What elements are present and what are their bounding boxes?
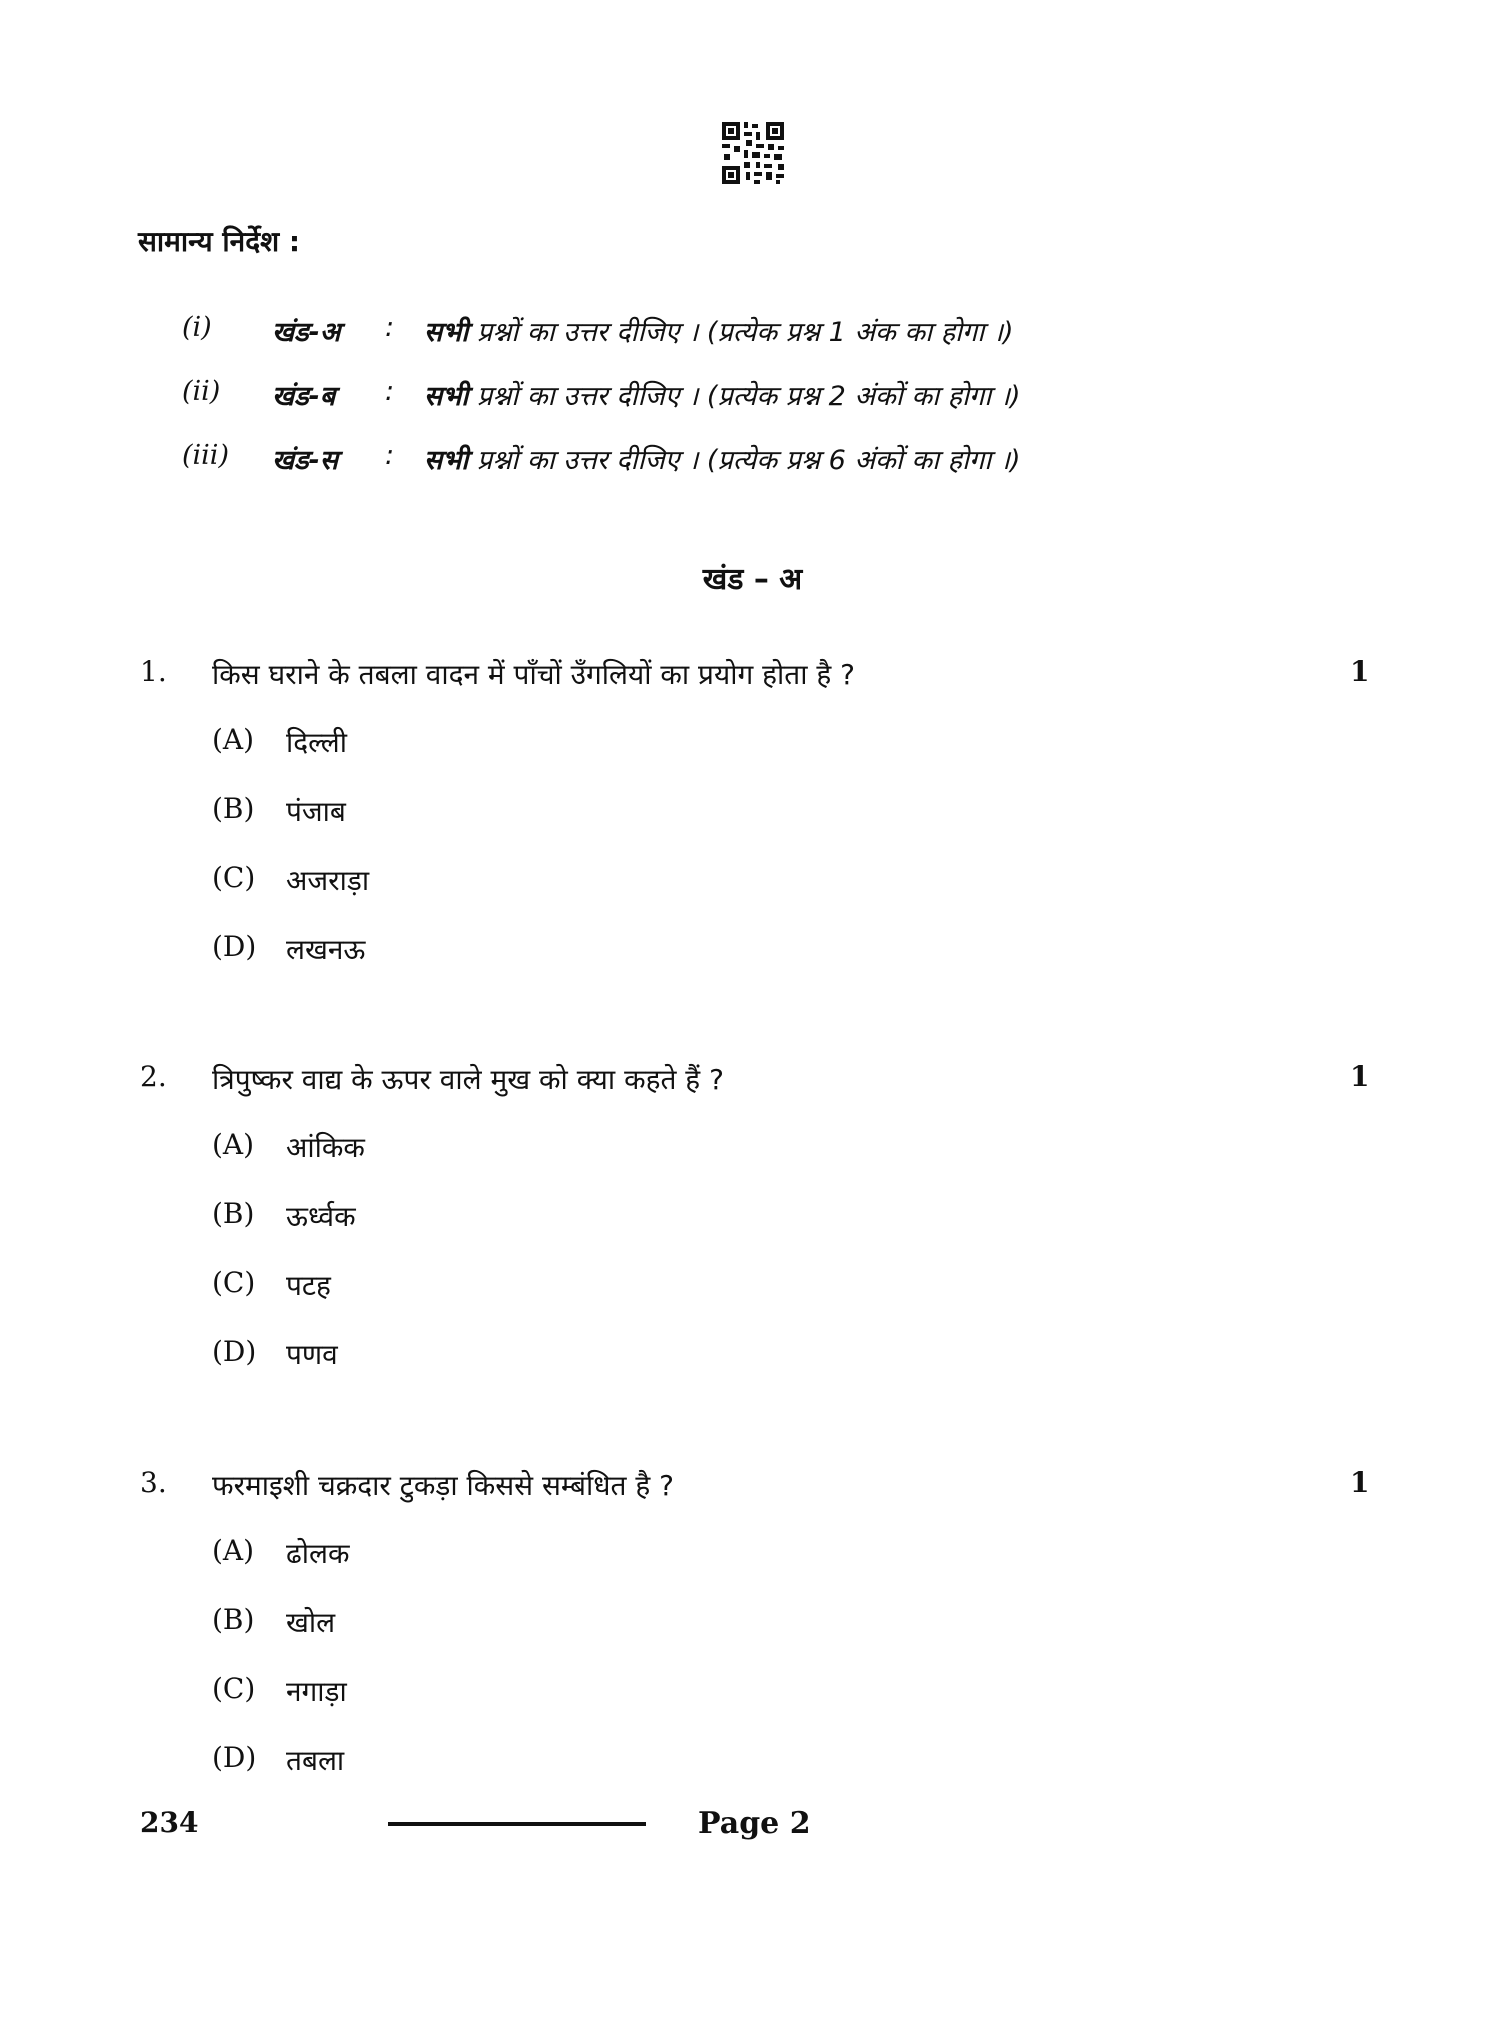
option-label: (C) (212, 1266, 256, 1299)
option-text: पटह (286, 1269, 331, 1302)
instruction-number: (ii) (182, 376, 221, 407)
footer-divider (388, 1822, 646, 1826)
instruction-colon: : (385, 440, 395, 471)
instruction-bold-word: सभी (424, 317, 469, 348)
general-instructions-title: सामान्य निर्देश : (138, 225, 301, 258)
instruction-section: खंड-स (272, 445, 338, 476)
option-text: ढोलक (286, 1537, 350, 1570)
option-label: (A) (212, 723, 255, 756)
option-label: (D) (212, 1741, 257, 1774)
instruction-colon: : (385, 312, 395, 343)
question-marks: 1 (1350, 655, 1370, 688)
instruction-section: खंड-अ (272, 317, 341, 348)
instruction-text (424, 440, 1021, 477)
question-text: त्रिपुष्कर वाद्य के ऊपर वाले मुख को क्या कहते हैं ? (212, 1063, 724, 1096)
question-number: 2. (140, 1060, 167, 1093)
option-label: (B) (212, 792, 255, 825)
section-heading: खंड – अ (702, 562, 803, 597)
option-label: (C) (212, 861, 256, 894)
instruction-text (424, 376, 1021, 413)
option-label: (A) (212, 1534, 255, 1567)
option-text: पंजाब (286, 795, 346, 828)
instruction-body: प्रश्नों का उत्तर दीजिए । (प्रत्येक प्रश्न 1 अंक का होगा ।) (476, 317, 1014, 348)
option-label: (B) (212, 1603, 255, 1636)
instruction-bold-word: सभी (424, 381, 469, 412)
option-label: (D) (212, 930, 257, 963)
question-number: 3. (140, 1466, 167, 1499)
instruction-text (424, 312, 1014, 349)
question-text: किस घराने के तबला वादन में पाँचों उँगलियों का प्रयोग होता है ? (212, 658, 855, 691)
option-text: तबला (286, 1744, 345, 1777)
option-text: दिल्ली (286, 726, 347, 759)
instruction-colon: : (385, 376, 395, 407)
question-text: फरमाइशी चक्रदार टुकड़ा किससे सम्बंधित है ? (212, 1469, 674, 1502)
option-label: (C) (212, 1672, 256, 1705)
question-marks: 1 (1350, 1466, 1370, 1499)
question-marks: 1 (1350, 1060, 1370, 1093)
instruction-section: खंड-ब (272, 381, 336, 412)
option-text: ऊर्ध्वक (286, 1200, 356, 1233)
option-label: (B) (212, 1197, 255, 1230)
question-number: 1. (140, 655, 167, 688)
instruction-body: प्रश्नों का उत्तर दीजिए । (प्रत्येक प्रश्न 6 अंकों का होगा ।) (476, 445, 1021, 476)
option-text: लखनऊ (286, 933, 366, 966)
page-number: Page 2 (698, 1806, 811, 1841)
instruction-number: (iii) (182, 440, 229, 471)
instruction-bold-word: सभी (424, 445, 469, 476)
instruction-body: प्रश्नों का उत्तर दीजिए । (प्रत्येक प्रश्न 2 अंकों का होगा ।) (476, 381, 1021, 412)
paper-code: 234 (140, 1806, 199, 1839)
option-text: पणव (286, 1338, 338, 1371)
option-text: आंकिक (286, 1131, 365, 1164)
option-label: (D) (212, 1335, 257, 1368)
instruction-number: (i) (182, 312, 212, 343)
qr-code-icon (720, 120, 786, 186)
option-text: खोल (286, 1606, 336, 1639)
option-label: (A) (212, 1128, 255, 1161)
option-text: नगाड़ा (286, 1675, 347, 1708)
option-text: अजराड़ा (286, 864, 370, 897)
